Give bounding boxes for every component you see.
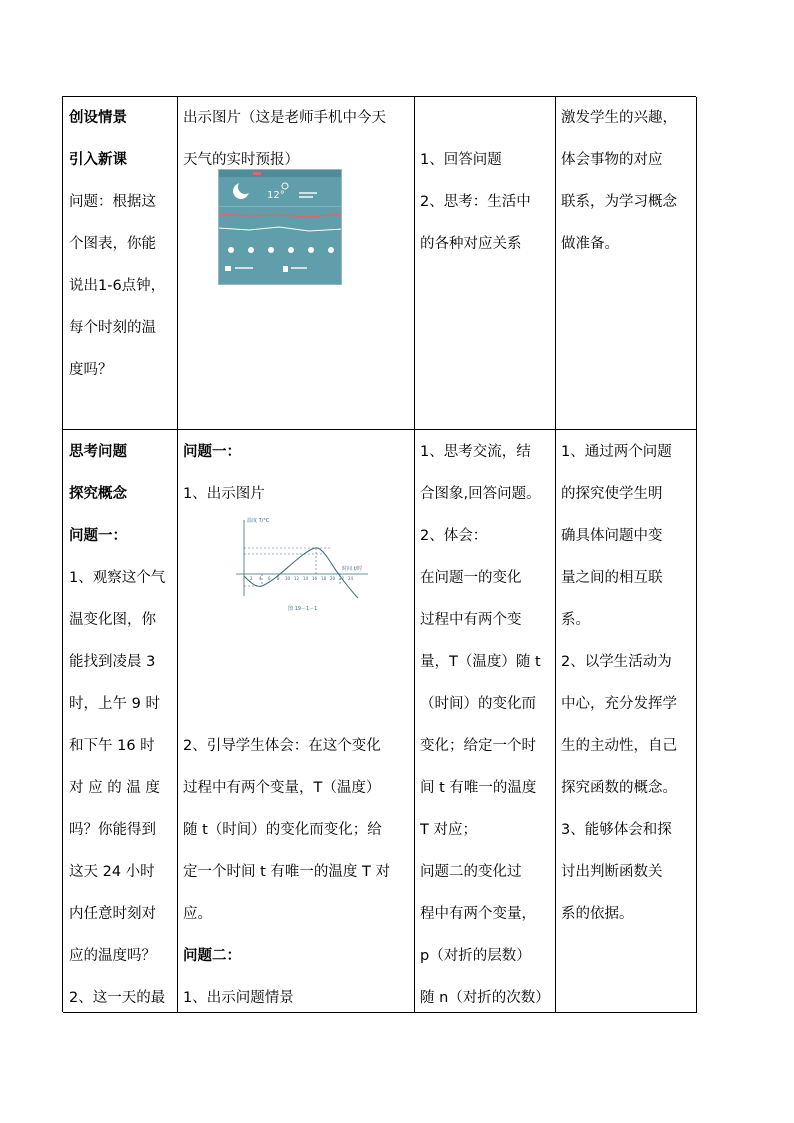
text-line: 做准备。: [561, 236, 619, 252]
row2-col1-cell: [63, 430, 178, 1013]
row1-col1-cell: [63, 97, 178, 430]
text-line: 生的主动性，自己: [561, 738, 677, 754]
row2-col3-cell: [415, 430, 556, 1013]
x-tick: 14: [303, 576, 309, 581]
text-line: 2、以学生活动为: [561, 654, 672, 670]
text-line: 能找到凌晨 3: [69, 654, 156, 670]
text-line: 这天 24 小时: [69, 864, 155, 880]
row2-col4-cell: [556, 430, 697, 1013]
text-line: 讨出判断函数关: [561, 864, 663, 880]
text-line: 随 t（时间）的变化而变化；给: [183, 822, 382, 838]
text-line: 间 t 有唯一的温度: [420, 780, 537, 796]
text-line: 1、出示问题情景: [183, 990, 294, 1006]
text-line: 2、思考：生活中: [420, 194, 531, 210]
text-line: 量，T（温度）随 t: [420, 654, 541, 670]
section-subtitle: 探究概念: [69, 486, 127, 502]
text-line: 天气的实时预报）: [183, 152, 299, 168]
text-line: 中心，充分发挥学: [561, 696, 677, 712]
text-line: 变化；给定一个时: [420, 738, 536, 754]
text-line: p（对折的层数）: [420, 948, 531, 964]
x-tick: 16: [312, 576, 318, 581]
text-line: 温变化图，你: [69, 612, 156, 628]
x-tick: 18: [321, 576, 327, 581]
x-tick: 10: [285, 576, 291, 581]
text-line: 吗？你能得到: [69, 822, 156, 838]
text-line: 3、能够体会和探: [561, 822, 672, 838]
x-tick: 8: [277, 576, 280, 581]
text-line: 确具体问题中变: [561, 528, 663, 544]
text-line: 过程中有两个变量，T（温度）: [183, 780, 381, 796]
x-tick: 6: [268, 576, 271, 581]
text-line: 的探究使学生明: [561, 486, 663, 502]
text-line: 和下午 16 时: [69, 738, 155, 754]
x-tick: 4: [259, 576, 262, 581]
row1-col3-cell: [415, 97, 556, 430]
text-line: 个图表，你能: [69, 236, 156, 252]
text-line: 的各种对应关系: [420, 236, 522, 252]
text-line: 问题：根据这: [69, 194, 156, 210]
question-heading: 问题二：: [183, 948, 241, 964]
text-line: 2、体会：: [420, 528, 488, 544]
text-line: 应。: [183, 906, 212, 922]
text-line: 1、出示图片: [183, 486, 265, 502]
text-line: 系。: [561, 612, 590, 628]
text-line: 过程中有两个变: [420, 612, 522, 628]
text-line: 量之间的相互联: [561, 570, 663, 586]
temperature-graph: [232, 514, 372, 614]
weather-temperature: 12°: [267, 190, 285, 201]
weather-illustration: [219, 170, 342, 285]
text-line: 问题二的变化过: [420, 864, 522, 880]
x-tick: 12: [294, 576, 300, 581]
graph-caption: 图 19－1－1: [288, 606, 318, 612]
question-heading: 问题一：: [69, 528, 127, 544]
text-line: 程中有两个变量，: [420, 906, 536, 922]
text-line: 激发学生的兴趣，: [561, 110, 677, 126]
graph-xlabel: 时间 t/时: [342, 566, 363, 572]
text-line: 2、引导学生体会：在这个变化: [183, 738, 381, 754]
temperature-graph-image: [232, 514, 372, 614]
x-tick: 22: [339, 576, 345, 581]
text-line: T 对应；: [420, 822, 477, 838]
text-line: 出示图片（这是老师手机中今天: [183, 110, 386, 126]
graph-ylabel: 温度 T/°C: [247, 518, 270, 524]
text-line: 定一个时间 t 有唯一的温度 T 对: [183, 864, 390, 880]
weather-forecast-image: [218, 169, 342, 285]
temperature-curve: [244, 548, 358, 598]
text-line: （时间）的变化而: [420, 696, 536, 712]
text-line: 每个时刻的温: [69, 320, 156, 336]
text-line: 1、通过两个问题: [561, 444, 672, 460]
graph-x-ticks: [250, 576, 354, 581]
text-line: 1、回答问题: [420, 152, 502, 168]
text-line: 说出1-6点钟，: [69, 278, 166, 294]
text-line: 1、观察这个气: [69, 570, 166, 586]
text-line: 度吗？: [69, 362, 113, 378]
x-tick: 24: [348, 576, 354, 581]
text-line: 体会事物的对应: [561, 152, 663, 168]
section-title: 思考问题: [69, 444, 127, 460]
text-line: 在问题一的变化: [420, 570, 522, 586]
section-subtitle: 引入新课: [69, 152, 127, 168]
text-line: 系的依据。: [561, 906, 634, 922]
text-line: 内任意时刻对: [69, 906, 156, 922]
text-line: 应的温度吗？: [69, 948, 156, 964]
text-line: 合图象,回答问题。: [420, 486, 541, 502]
text-line: 随 n（对折的次数）: [420, 990, 550, 1006]
x-tick: 20: [330, 576, 336, 581]
text-line: 2、这一天的最: [69, 990, 166, 1006]
section-title: 创设情景: [69, 110, 127, 126]
text-line: 1、思考交流，结: [420, 444, 531, 460]
question-heading: 问题一：: [183, 444, 241, 460]
x-tick: 2: [250, 576, 253, 581]
text-line: 联系，为学习概念: [561, 194, 677, 210]
row1-col4-cell: [556, 97, 697, 430]
text-line: 探究函数的概念。: [561, 780, 677, 796]
text-line: 对 应 的 温 度: [69, 780, 160, 796]
text-line: 时，上午 9 时: [69, 696, 160, 712]
